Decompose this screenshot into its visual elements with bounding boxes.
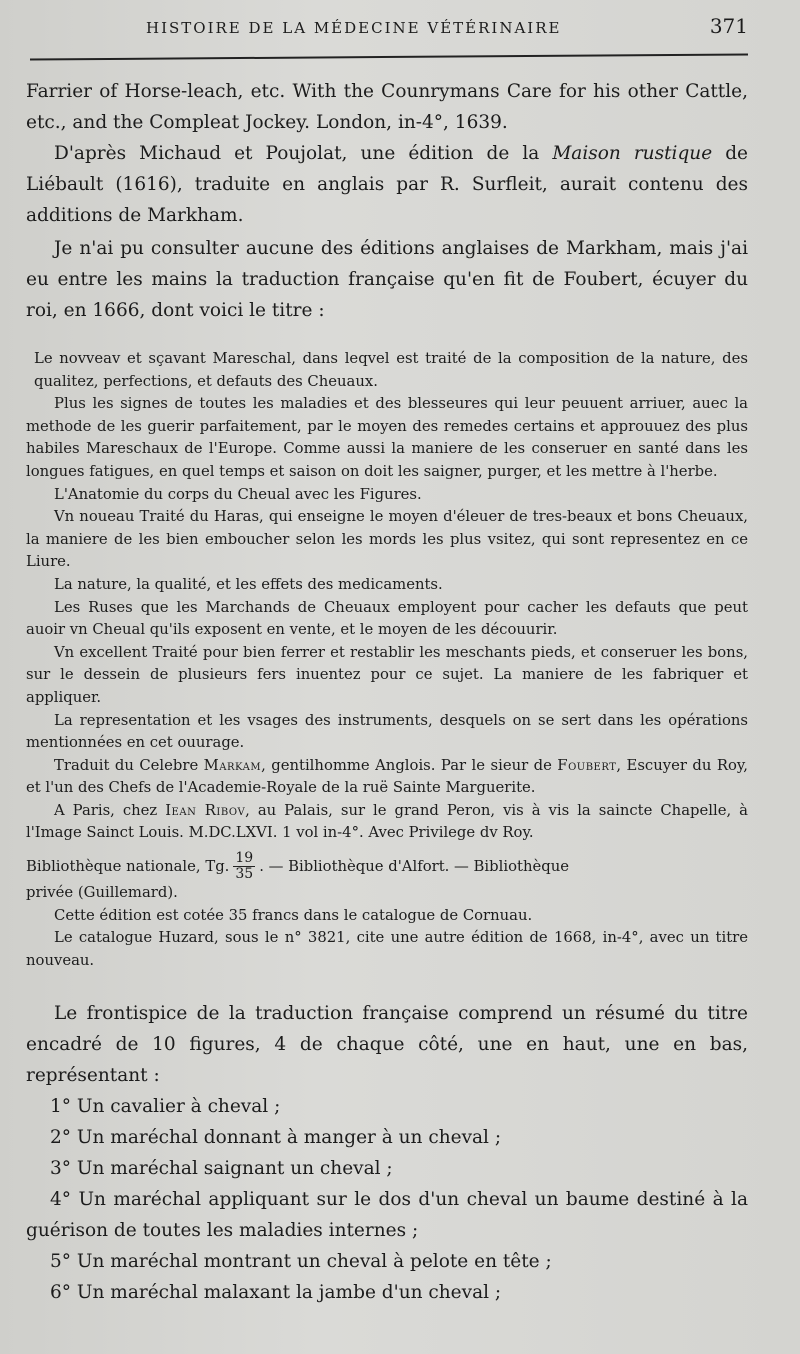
- header-rule: [30, 53, 748, 60]
- quote-line: Vn noueau Traité du Haras, qui enseigne le moyen d'éleuer de tres-beaux et bons Cheuaux, la maniere de les bien emboucher selon les mords les plus vsitez, qui sont representez en ce Liure.: [26, 508, 748, 571]
- library-line: [26, 851, 748, 882]
- text: . — Bibliothèque d'Alfort. — Bibliothèque: [259, 857, 569, 875]
- text: , Escuyer du Roy, et l'un des Chefs de l'Academie-Royale de la ruë Sainte Marguerite.: [26, 756, 748, 797]
- list-item: 4° Un maréchal appliquant sur le dos d'un cheval un baume destiné à la guérison de toutes les maladies internes ;: [26, 1189, 748, 1242]
- text: D'après Michaud et Poujolat, une édition de la: [54, 143, 553, 164]
- fraction-denominator: 35: [235, 866, 254, 883]
- quote-line: La representation et les vsages des instruments, desquels on se sert dans les opérations mentionnées en cet ouurage.: [26, 711, 748, 752]
- paragraph-foubert: Je n'ai pu consulter aucune des éditions anglaises de Markham, mais j'ai eu entre les mains la traduction française qu'en fit de Foubert, écuyer du roi, en 1666, dont voici le titre :: [26, 238, 748, 321]
- list-item: 2° Un maréchal donnant à manger à un cheval ;: [50, 1127, 502, 1149]
- quote-line: Plus les signes de toutes les maladies et des blesseures qui leur peuuent arriuer, auec la methode de les guerir parfaitement, par le moyen des remedes certains et approuuez des plus habiles Mareschaux de l'Europe. Comme aussi la maniere de les conseruer en santé dans les longues fatigues, en quel temps et saison on doit les saigner, purger, et les mettre à l'herbe.: [26, 395, 748, 480]
- text: de Liébault (1616), traduite en anglais par R. Surfleit, aurait contenu des additions de Markham.: [26, 143, 749, 226]
- page-number: 371: [709, 14, 748, 38]
- paragraph-book-title: Farrier of Horse-leach, etc. With the Counrymans Care for his other Cattle, etc., and the Compleat Jockey. London, in-4°, 1639.: [26, 81, 748, 133]
- note-huzard: Le catalogue Huzard, sous le n° 3821, cite une autre édition de 1668, in-4°, avec un titre nouveau.: [26, 929, 748, 969]
- text: Bibliothèque nationale, Tg.: [26, 857, 230, 875]
- text: , gentilhomme Anglois. Par le sieur de: [261, 756, 558, 774]
- quote-line: Vn excellent Traité pour bien ferrer et restablir les meschants pieds, et conseruer les bons, sur le dessein de plusieurs fers inuentez pour ce sujet. La maniere de les fabriquer et appliquer.: [26, 643, 748, 706]
- imprint-line: [26, 800, 748, 845]
- author-markam: Markam: [203, 756, 262, 774]
- text: Traduit du Celebre: [54, 756, 204, 774]
- body-text: [26, 76, 748, 1308]
- spacer: [26, 326, 748, 348]
- list-item: 5° Un maréchal montrant un cheval à pelote en tête ;: [50, 1251, 552, 1273]
- quote-line: Les Ruses que les Marchands de Cheuaux employent pour cacher les defauts que peut auoir vn Cheual qu'ils exposent en vente, et le moyen de les découurir.: [26, 598, 748, 639]
- running-title: HISTOIRE DE LA MÉDECINE VÉTÉRINAIRE: [146, 19, 562, 37]
- list-item: 1° Un cavalier à cheval ;: [50, 1096, 281, 1118]
- list-item: 6° Un maréchal malaxant la jambe d'un cheval ;: [50, 1282, 502, 1304]
- fraction-numerator: 19: [235, 850, 254, 867]
- quote-line: L'Anatomie du corps du Cheual avec les Figures.: [54, 485, 422, 503]
- text: A Paris, chez: [54, 801, 166, 819]
- figure-list: [26, 1091, 748, 1308]
- shelfmark-fraction: [233, 851, 255, 882]
- library-line-cont: privée (Guillemard).: [26, 884, 178, 902]
- author-foubert: Foubert: [557, 756, 617, 774]
- list-item: 3° Un maréchal saignant un cheval ;: [50, 1158, 393, 1180]
- note-cornuau: Cette édition est cotée 35 francs dans le catalogue de Cornuau.: [54, 906, 533, 924]
- text: , au Palais, sur le grand Peron, vis à vis la saincte Chapelle, à l'Image Sainct Louis. M.DC.LXVI. 1 vol in-4°. Avec Privilege dv Roy.: [26, 801, 748, 842]
- printer-name: Iean Ribov: [165, 801, 246, 819]
- quote-line: La nature, la qualité, et les effets des medicaments.: [54, 575, 443, 593]
- quoted-title: [26, 348, 748, 845]
- spacer: [26, 972, 748, 998]
- paragraph-frontispice: Le frontispice de la traduction française comprend un résumé du titre encadré de 10 figures, 4 de chaque côté, une en haut, une en bas, représentant :: [26, 1003, 748, 1087]
- quote-line: Le novveav et sçavant Mareschal, dans leqvel est traité de la composition de la nature, des qualitez, perfections, et defauts des Cheuaux.: [34, 350, 748, 390]
- running-head: [26, 14, 748, 50]
- traduit-line: [26, 755, 748, 800]
- paragraph-michaud: [26, 138, 748, 231]
- book-title-italic: Maison rustique: [552, 143, 713, 164]
